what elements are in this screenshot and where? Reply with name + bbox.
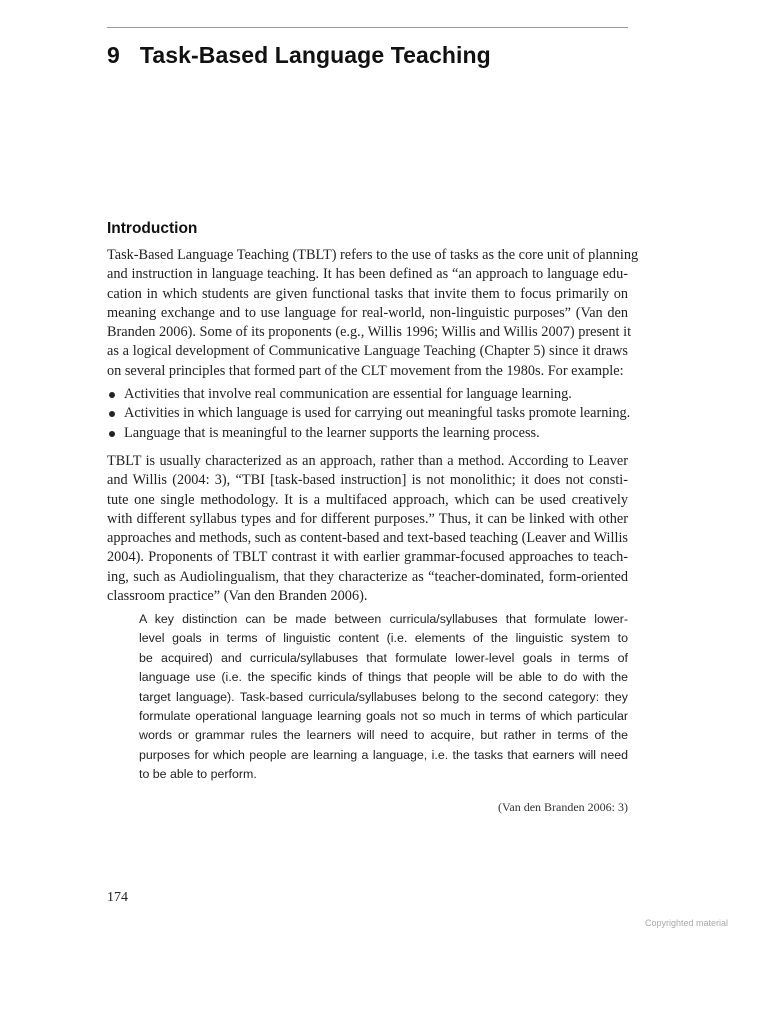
list-item — [107, 385, 637, 404]
quote-line: language use (i.e. the specific kinds of things that people will be able to do with the — [139, 670, 628, 685]
quote-line: purposes for which people are learning a language, i.e. the tasks that earners will need — [139, 747, 628, 762]
quote-line: target language). Task-based curricula/syllabuses belong to the second category: they — [139, 689, 628, 704]
paragraph-line: and Willis (2004: 3), “TBI [task-based instruction] is not monolithic; it does not consti- — [107, 472, 628, 489]
quote-line: level goals in terms of linguistic content (i.e. elements of the linguistic system to — [139, 631, 628, 646]
paragraph-line: Branden 2006). Some of its proponents (e.g., Willis 1996; Willis and Willis 2007) present it — [107, 324, 632, 341]
list-item-text: Activities that involve real communication are essential for language learning. — [124, 386, 572, 402]
list-item-text: Language that is meaningful to the learner supports the learning process. — [124, 424, 540, 441]
paragraph-line: ing, such as Audiolingualism, that they characterize as “teacher-dominated, form-oriented — [107, 568, 628, 585]
section-heading: Introduction — [107, 220, 198, 237]
page-number: 174 — [107, 890, 128, 905]
copyright-notice: Copyrighted material — [644, 918, 728, 928]
bullet-icon — [109, 392, 115, 398]
quote-citation: (Van den Branden 2006: 3) — [498, 800, 628, 814]
quote-line: to be able to perform. — [139, 767, 257, 782]
paragraph-line: approaches and methods, such as content-based and text-based teaching (Leaver and Willis — [107, 530, 628, 547]
paragraph-line: and instruction in language teaching. It has been defined as “an approach to language edu- — [107, 266, 628, 283]
bullet-icon — [109, 411, 115, 417]
tblt-paragraph — [107, 452, 628, 606]
quote-line: words or grammar rules the learners will need to acquire, but rather in terms of the — [139, 728, 628, 743]
chapter-number: 9 — [107, 42, 120, 68]
quote-line: be acquired) and curricula/syllabuses that formulate lower-level goals in terms of — [139, 650, 628, 665]
chapter-title-text: Task-Based Language Teaching — [139, 42, 491, 68]
block-quote — [139, 610, 628, 785]
quote-line: formulate operational language learning goals not so much in terms of which particular — [139, 709, 628, 724]
bullet-icon — [109, 431, 115, 437]
paragraph-line: with different syllabus types and for different purposes.” Thus, it can be linked with other — [107, 510, 628, 527]
paragraph-line: as a logical development of Communicative Language Teaching (Chapter 5) since it draws — [107, 343, 628, 360]
paragraph-line: meaning exchange and to use language for real-world, non-linguistic purposes” (Van den — [107, 304, 628, 321]
paragraph-line: TBLT is usually characterized as an approach, rather than a method. According to Leaver — [107, 453, 628, 469]
intro-paragraph — [107, 246, 639, 381]
quote-line: A key distinction can be made between curricula/syllabuses that formulate lower- — [139, 612, 628, 626]
list-item-text: Activities in which language is used for carrying out meaningful tasks promote learning. — [124, 405, 631, 422]
paragraph-line: on several principles that formed part of the CLT movement from the 1980s. For example: — [107, 362, 624, 379]
list-item — [107, 424, 637, 443]
paragraph-line: 2004). Proponents of TBLT contrast it with earlier grammar-focused approaches to teach- — [107, 549, 628, 566]
paragraph-line: Task-Based Language Teaching (TBLT) refers to the use of tasks as the core unit of planning — [107, 247, 639, 263]
bullet-list — [107, 385, 637, 443]
chapter-title — [107, 42, 491, 69]
paragraph-line: classroom practice” (Van den Branden 2006). — [107, 588, 368, 605]
paragraph-line: cation in which students are given functional tasks that invite them to focus primarily on — [107, 285, 628, 302]
list-item — [107, 404, 637, 423]
paragraph-line: tute one single methodology. It is a multifaced approach, which can be used creatively — [107, 491, 628, 508]
header-rule — [107, 27, 628, 28]
